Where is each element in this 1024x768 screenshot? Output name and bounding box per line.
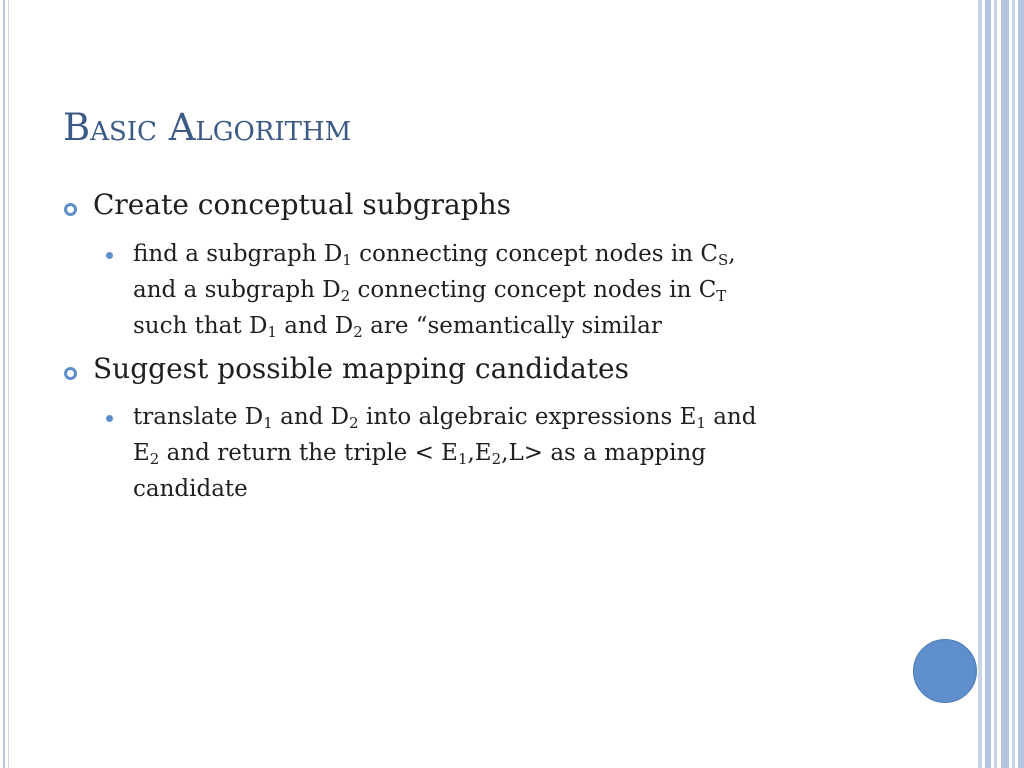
stripe xyxy=(994,0,997,768)
stripe xyxy=(1012,0,1015,768)
bullet-text: Suggest possible mapping candidates xyxy=(93,352,629,385)
text-line: translate $D_1$ and $D_2$ into algebraic expressions $E_1$ and xyxy=(133,404,757,432)
stripe xyxy=(985,0,991,768)
bullet-ring-icon xyxy=(64,203,77,216)
slide-title: Basic Algorithm xyxy=(63,106,352,149)
text-line: find a subgraph $D_1$ connecting concept nodes in $C_S$, xyxy=(133,241,736,269)
right-stripe-band xyxy=(978,0,1024,768)
text-line: such that $D_1$ and $D_2$ are “semantically similar xyxy=(133,313,662,341)
sub-bullet-dot-icon xyxy=(106,252,113,259)
decorative-circle xyxy=(913,639,977,703)
text-line: and a subgraph $D_2$ connecting concept nodes in $C_T$ xyxy=(133,277,727,305)
sub-bullet-dot-icon xyxy=(106,415,113,422)
text-line: candidate xyxy=(133,476,248,502)
left-border-line-inner xyxy=(8,0,9,768)
text-line: $E_2$ and return the triple < $E_1,E_2,L>$ as a mapping xyxy=(133,440,707,468)
left-border-line xyxy=(3,0,5,768)
stripe xyxy=(978,0,982,768)
bullet-text: Create conceptual subgraphs xyxy=(93,188,512,221)
sub-bullet-text xyxy=(133,399,873,507)
stripe xyxy=(1001,0,1009,768)
stripe xyxy=(1018,0,1024,768)
bullet-ring-icon xyxy=(64,367,77,380)
sub-bullet-text xyxy=(133,236,873,344)
